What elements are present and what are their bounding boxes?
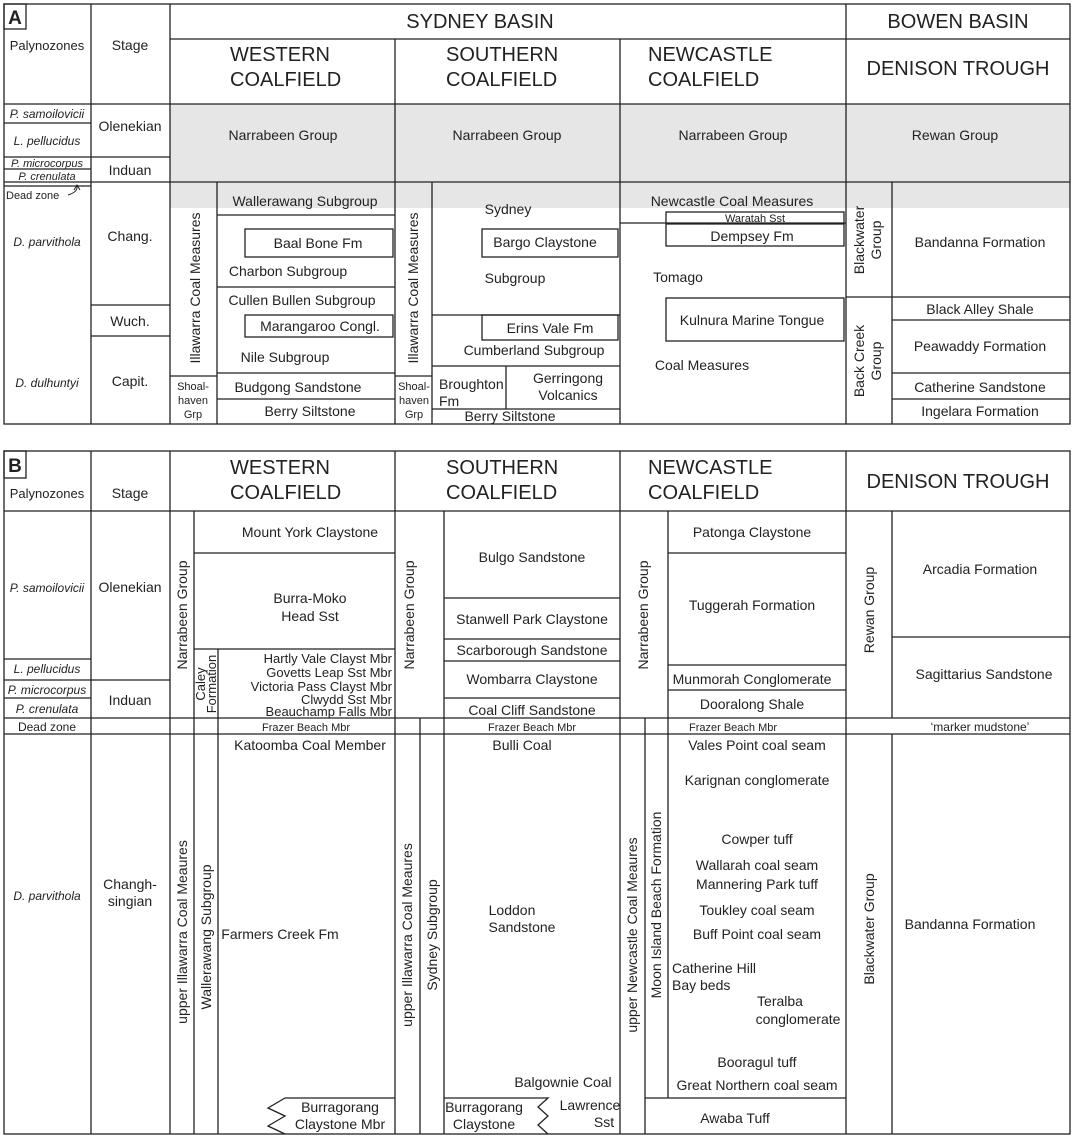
unit-label: Buff Point coal seam (692, 926, 822, 942)
unit-label: Victoria Pass Clayst Mbr (250, 679, 392, 694)
unit-label: Karignan conglomerate (684, 772, 830, 788)
unit-label: Bandanna Formation (914, 234, 1046, 250)
unit-label: Burra-Moko (273, 590, 347, 606)
stage-label: Chang. (107, 228, 153, 244)
unit-label: Ingelara Formation (921, 403, 1039, 419)
unit-label: Dempsey Fm (710, 228, 794, 244)
svg-text:Grp: Grp (183, 409, 203, 421)
denison-trough-heading: DENISON TROUGH (866, 471, 1050, 493)
zone-label: P. samoilovicii (9, 107, 85, 121)
svg-text:Grp: Grp (404, 409, 424, 421)
unit-label: Burragorang (445, 1099, 523, 1115)
unit-label: Cumberland Subgroup (463, 342, 605, 358)
unit-label: Teralba (757, 993, 803, 1009)
denison-trough-heading: DENISON TROUGH (866, 58, 1050, 80)
blackwater-group-label: Blackwater Group (861, 873, 877, 985)
zone-label: L. pellucidus (13, 134, 81, 148)
svg-text:haven: haven (178, 395, 208, 407)
unit-label: Great Northern coal seam (676, 1077, 838, 1093)
unit-label: Frazer Beach Mbr (261, 722, 351, 734)
unit-label: Toukley coal seam (699, 902, 815, 918)
svg-text:Sst: Sst (593, 1114, 615, 1130)
unit-label: Sydney (484, 201, 532, 217)
unit-label: Wombarra Claystone (466, 671, 598, 687)
narrabeen-group-label: Narrabeen Group (228, 127, 338, 143)
svg-text:Volcanics: Volcanics (538, 387, 598, 403)
unit-label: Dooralong Shale (699, 696, 805, 712)
rewan-group-label: Rewan Group (911, 127, 999, 143)
zone-label: D. parvithola (13, 889, 81, 903)
unit-label: Stanwell Park Claystone (456, 611, 608, 627)
unit-label: Tuggerah Formation (688, 597, 816, 613)
southern-coalfield-heading: SOUTHERN (446, 457, 559, 479)
illawarra-coal-measures-label: Illawarra Coal Measures (405, 212, 421, 364)
svg-text:Formation: Formation (204, 654, 219, 714)
unit-label: Catherine Sandstone (914, 379, 1046, 395)
stage-label: Induan (108, 162, 152, 178)
southern-coalfield-heading: SOUTHERN (446, 44, 559, 66)
svg-text:COALFIELD: COALFIELD (230, 69, 342, 91)
wallerawang-subgroup-label: Wallerawang Subgroup (198, 864, 214, 1010)
stage-label: Wuch. (110, 313, 150, 329)
unit-label: Burragorang (301, 1099, 379, 1115)
unit-label: ‘marker mudstone’ (930, 720, 1030, 734)
narrabeen-group-label: Narrabeen Group (678, 127, 788, 143)
unit-label: Scarborough Sandstone (456, 642, 608, 658)
zone-label: D. parvithola (13, 235, 81, 249)
rewan-group-label: Rewan Group (861, 566, 877, 654)
unit-label: Charbon Subgroup (228, 263, 348, 279)
unit-label: Patonga Claystone (692, 524, 812, 540)
narrabeen-group-label: Narrabeen Group (452, 127, 562, 143)
unit-label: Bulli Coal (492, 737, 552, 753)
zone-label: P. microcorpus (7, 683, 87, 697)
svg-text:Head Sst: Head Sst (281, 608, 339, 624)
zone-label: L. pellucidus (13, 662, 81, 676)
unit-label: Baal Bone Fm (273, 235, 363, 251)
zone-label: Dead zone (17, 720, 77, 734)
svg-text:COALFIELD: COALFIELD (648, 482, 760, 504)
upper-illawarra-label: upper Illawarra Coal Meaures (174, 840, 190, 1024)
unit-label: Vales Point coal seam (688, 737, 826, 753)
sydney-basin-heading: SYDNEY BASIN (406, 11, 554, 33)
unit-label: Cowper tuff (721, 831, 793, 847)
unit-label: Katoomba Coal Member (234, 737, 386, 753)
caley-formation-label: Caley (193, 667, 208, 701)
unit-label: Bandanna Formation (904, 916, 1036, 932)
svg-text:Fm: Fm (439, 393, 460, 409)
narrabeen-group-label: Narrabeen Group (635, 560, 651, 670)
unit-label: Hartly Vale Clayst Mbr (263, 651, 392, 666)
svg-text:Group: Group (868, 220, 884, 260)
sydney-subgroup-label: Sydney Subgroup (424, 879, 440, 991)
unit-label: Clwydd Sst Mbr (300, 692, 392, 707)
unit-label: Coal Cliff Sandstone (468, 702, 596, 718)
svg-text:conglomerate: conglomerate (755, 1011, 841, 1027)
unit-label: Loddon (488, 902, 536, 918)
unit-label: Mannering Park tuff (696, 876, 818, 892)
unit-label: Newcastle Coal Measures (650, 193, 814, 209)
moon-island-beach-label: Moon Island Beach Formation (648, 811, 664, 999)
newcastle-coalfield-heading: NEWCASTLE (648, 457, 773, 479)
unit-label: Booragul tuff (717, 1054, 797, 1070)
panel-a (4, 4, 1070, 424)
svg-text:Bay beds: Bay beds (672, 977, 731, 993)
unit-label: Wallarah coal seam (695, 857, 819, 873)
panel-b (4, 451, 1070, 1134)
illawarra-coal-measures-label: Illawarra Coal Measures (187, 212, 203, 364)
back-creek-group-label: Back Creek (851, 324, 867, 398)
western-coalfield-heading: WESTERN (230, 44, 330, 66)
unit-label: Kulnura Marine Tongue (679, 312, 825, 328)
unit-label: Waratah Sst (724, 213, 786, 225)
bowen-basin-heading: BOWEN BASIN (887, 11, 1029, 33)
unit-label: Erins Vale Fm (506, 320, 594, 336)
narrabeen-group-label: Narrabeen Group (174, 560, 190, 670)
svg-text:Claystone: Claystone (452, 1116, 516, 1132)
svg-text:haven: haven (399, 395, 429, 407)
unit-label: Frazer Beach Mbr (487, 722, 577, 734)
newcastle-coalfield-heading: NEWCASTLE (648, 44, 773, 66)
unit-label: Wallerawang Subgroup (232, 193, 378, 209)
unit-label: Budgong Sandstone (234, 379, 362, 395)
zone-label: P. crenulata (15, 702, 79, 716)
unit-label: Subgroup (484, 270, 546, 286)
unit-label: Mount York Claystone (241, 524, 379, 540)
unit-label: Catherine Hill (672, 960, 757, 976)
unit-label: Munmorah Conglomerate (672, 671, 832, 687)
svg-text:COALFIELD: COALFIELD (446, 69, 558, 91)
stage-label: Olenekian (98, 579, 162, 595)
palynozones-heading: Palynozones (9, 486, 85, 501)
unit-label: Tomago (653, 269, 703, 285)
zone-label: P. microcorpus (11, 158, 83, 170)
svg-text:Sandstone: Sandstone (488, 919, 556, 935)
unit-label: Farmers Creek Fm (221, 926, 339, 942)
unit-label: Gerringong (532, 370, 604, 386)
zone-label: D. dulhuntyi (15, 376, 79, 390)
shoalhaven-label: Shoal- (177, 381, 209, 393)
stage-label: Olenekian (98, 118, 162, 134)
panel-a-label: A (8, 8, 22, 29)
svg-text:singian: singian (107, 893, 153, 909)
unit-label: Balgownie Coal (514, 1074, 612, 1090)
unit-label: Govetts Leap Sst Mbr (266, 665, 392, 680)
unit-label: Berry Siltstone (264, 403, 356, 419)
unit-label: Frazer Beach Mbr (688, 722, 778, 734)
unit-label: Awaba Tuff (700, 1110, 770, 1126)
unit-label: Peawaddy Formation (913, 338, 1047, 354)
unit-label: Arcadia Formation (922, 561, 1038, 577)
unit-label: Beauchamp Falls Mbr (265, 704, 392, 719)
unit-label: Coal Measures (654, 357, 750, 373)
zone-label: P. samoilovicii (9, 581, 85, 595)
shoalhaven-label: Shoal- (398, 381, 430, 393)
unit-label: Marangaroo Congl. (260, 318, 380, 334)
svg-text:Claystone Mbr: Claystone Mbr (294, 1116, 386, 1132)
stage-heading: Stage (111, 37, 149, 53)
unit-label: Broughton (439, 376, 504, 392)
unit-label: Bargo Claystone (493, 234, 597, 250)
blackwater-group-label: Blackwater (851, 205, 867, 275)
upper-newcastle-label: upper Newcastle Coal Meaures (624, 837, 640, 1033)
stage-heading: Stage (111, 485, 149, 501)
unit-label: Nile Subgroup (240, 349, 330, 365)
palynozones-heading: Palynozones (9, 38, 85, 53)
unit-label: Black Alley Shale (926, 301, 1034, 317)
unit-label: Sagittarius Sandstone (915, 666, 1053, 682)
western-coalfield-heading: WESTERN (230, 457, 330, 479)
unit-label: Lawrence (559, 1097, 621, 1113)
narrabeen-group-label: Narrabeen Group (401, 560, 417, 670)
stage-label: Changh- (103, 876, 157, 892)
unit-label: Bulgo Sandstone (478, 549, 586, 565)
zone-label: P. crenulata (18, 171, 76, 183)
svg-text:Group: Group (868, 341, 884, 381)
unit-label: Cullen Bullen Subgroup (228, 292, 376, 308)
zone-label: Dead zone (6, 190, 60, 202)
panel-b-label: B (8, 456, 22, 477)
svg-text:COALFIELD: COALFIELD (230, 482, 342, 504)
svg-text:COALFIELD: COALFIELD (446, 482, 558, 504)
unit-label: Berry Siltstone (464, 408, 556, 424)
stage-label: Induan (108, 692, 152, 708)
stage-label: Capit. (111, 373, 149, 389)
svg-text:COALFIELD: COALFIELD (648, 69, 760, 91)
upper-illawarra-label: upper Illawarra Coal Meaures (399, 843, 415, 1027)
